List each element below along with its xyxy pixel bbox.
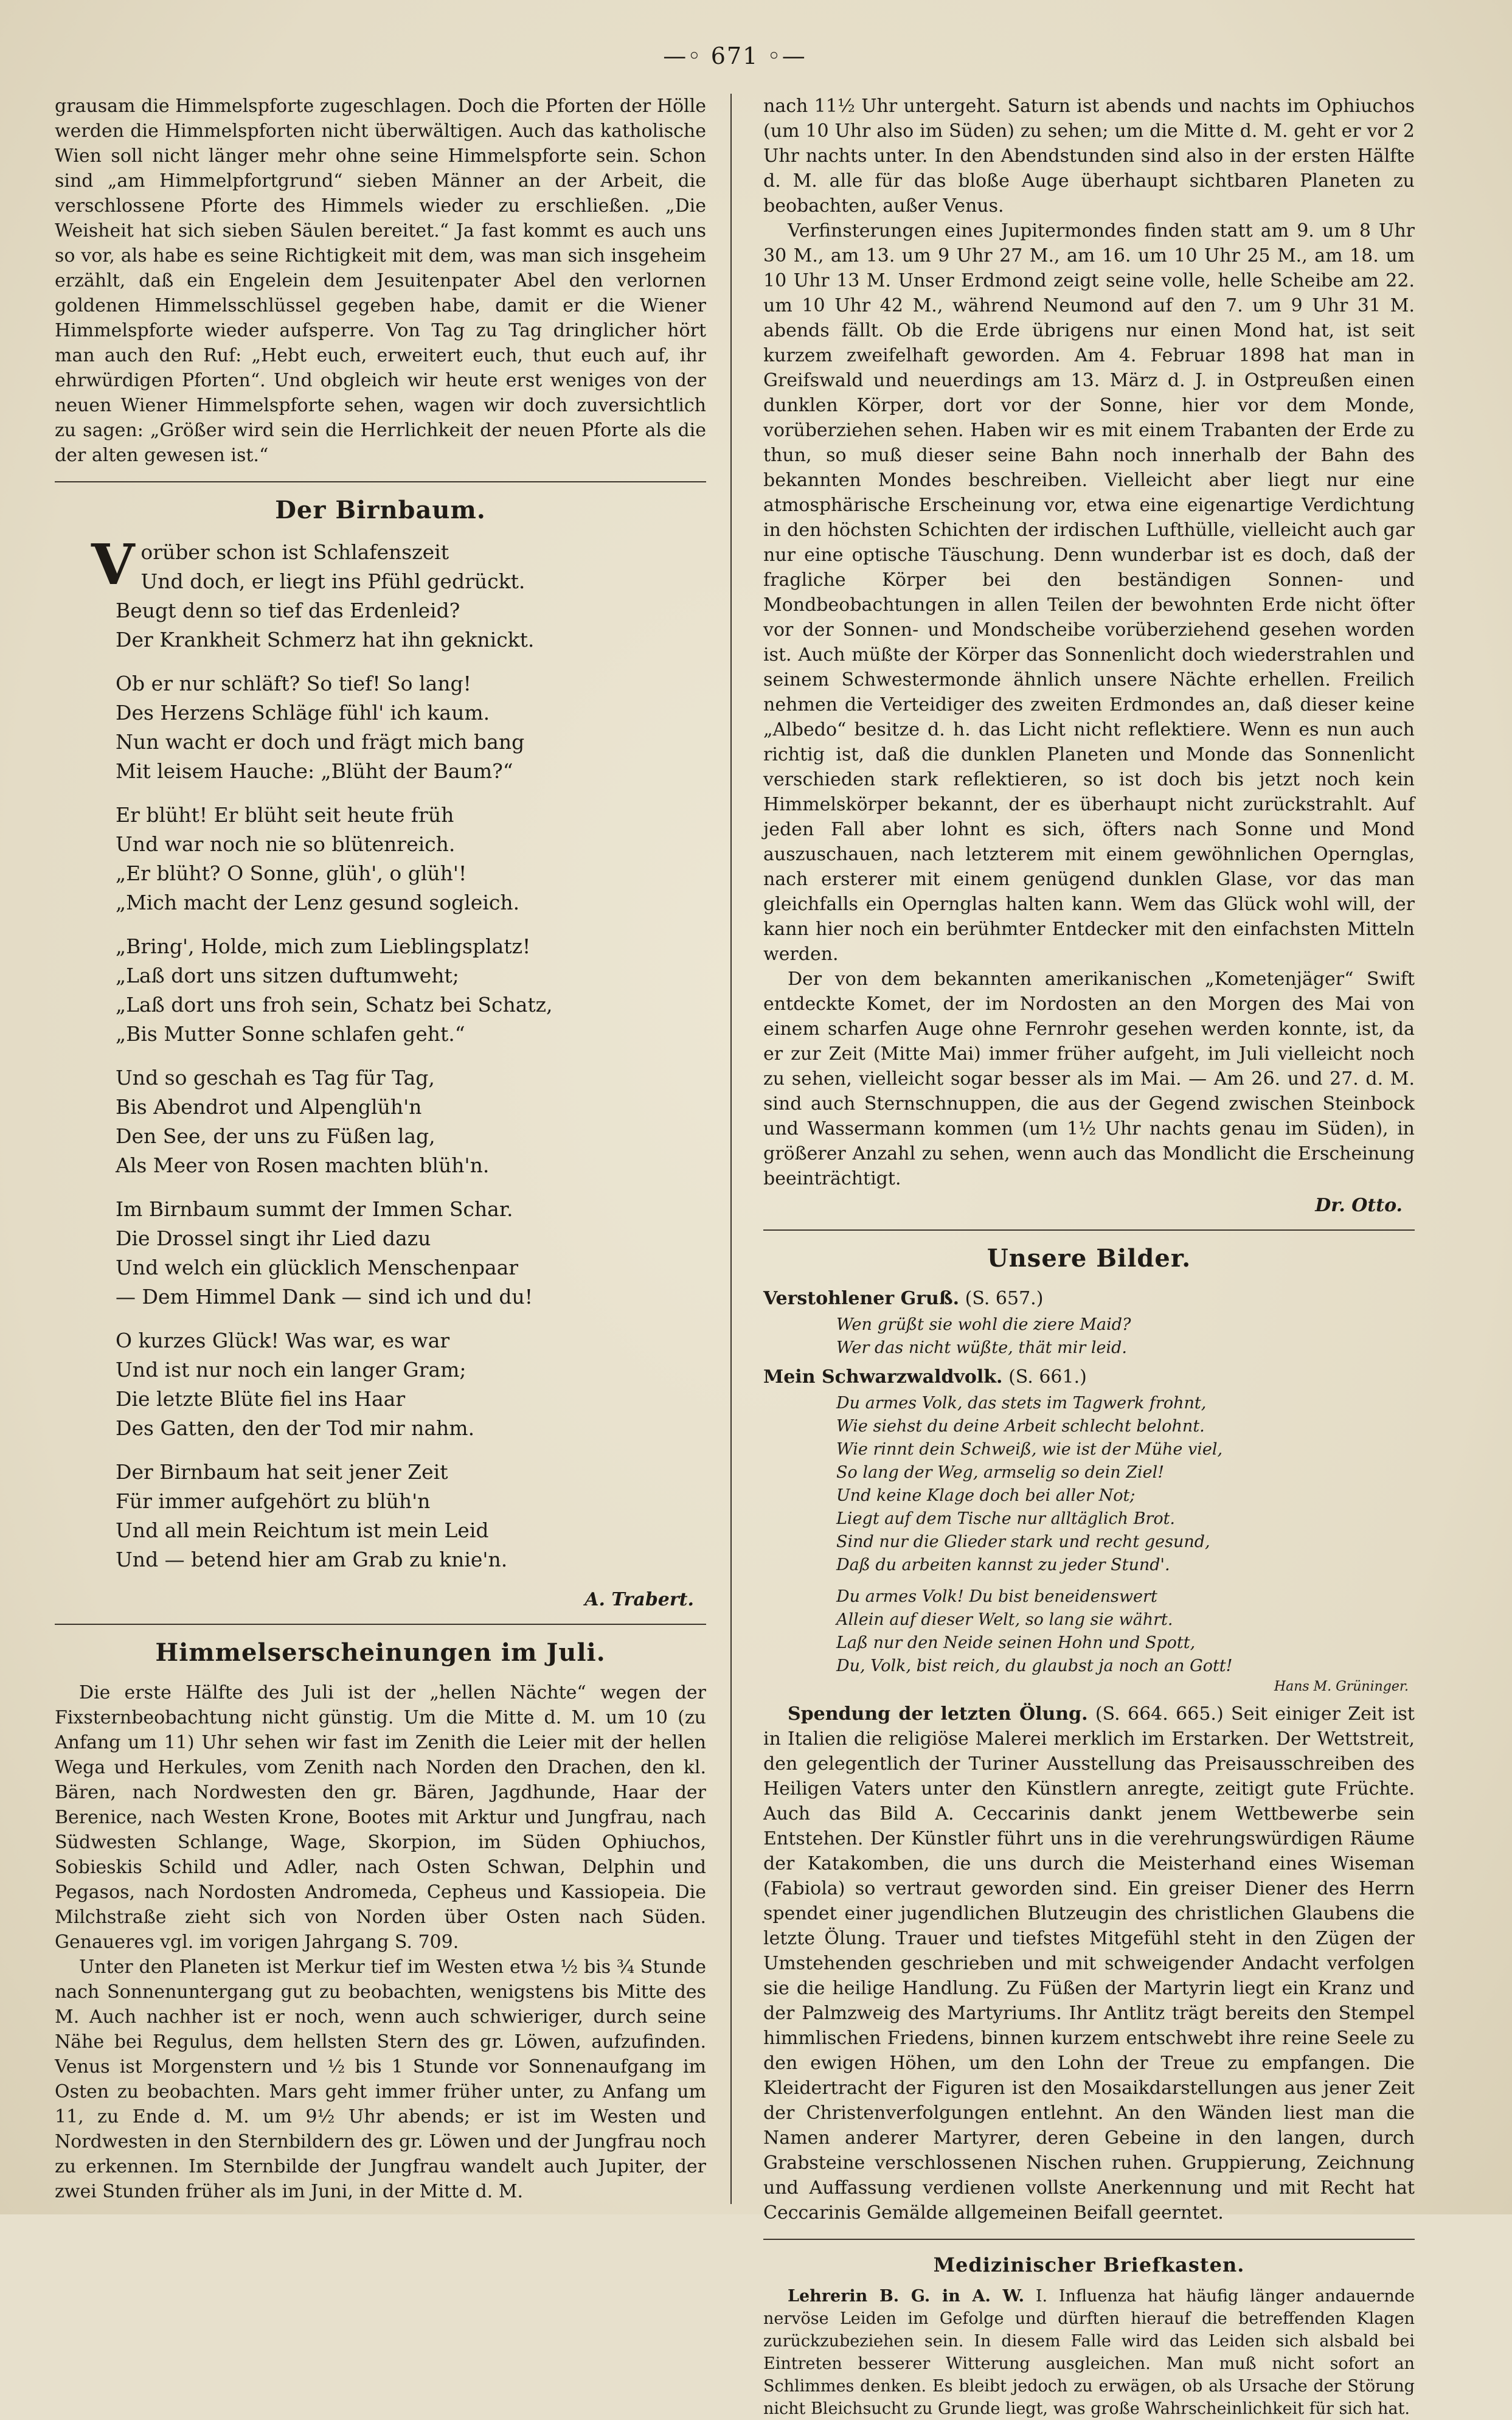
poem-stanza-4 xyxy=(116,932,706,1049)
poem-line: Beugt denn so tief das Erdenleid? xyxy=(116,599,460,622)
poem-line: Des Gatten, den der Tod mir nahm. xyxy=(116,1416,475,1440)
poem-line: Und war noch nie so blütenreich. xyxy=(116,832,456,856)
left-column xyxy=(55,94,732,2204)
page-number-text: 671 xyxy=(710,43,759,69)
poem-first-line: Vorüber schon ist Schlafenszeit xyxy=(91,532,449,597)
poem-stanza-5 xyxy=(116,1063,706,1180)
poem-line: Und — betend hier am Grab zu knie'n. xyxy=(116,1548,508,1571)
poem-line: Als Meer von Rosen machten blüh'n. xyxy=(116,1153,490,1177)
continued-paragraph-3: Der von dem bekannten amerikanischen „Kometenjäger“ Swift entdeckte Komet, der im Nordosten an den Morgen des Mai von einem scharfen Auge ohne Fernrohr gesehen werden konnte, ist, da er zur Zeit (Mitte Mai) immer früher aufgeht, im Juli vielleicht noch zu sehen, vielleicht sogar besser als im Mai. — Am 26. und 27. d. M. sind auch Sternschnuppen, die aus der Gegend zwischen Steinbock und Wassermann kommen (um 1½ Uhr nachts genau im Süden), in größerer Anzahl zu sehen, wenn auch das Mondlicht die Erscheinung beeinträchtigt. xyxy=(763,968,1415,1189)
poem-line: Den See, der uns zu Füßen lag, xyxy=(116,1124,435,1148)
poem-stanza-8 xyxy=(116,1458,706,1574)
divider xyxy=(763,2239,1415,2240)
poem-line: „Er blüht? O Sonne, glüh', o glüh'! xyxy=(116,861,467,885)
poem xyxy=(55,532,706,1574)
section-title-briefkasten: Medizinischer Briefkasten. xyxy=(933,2253,1245,2276)
poem-line: — Dem Himmel Dank — sind ich und du! xyxy=(116,1285,533,1309)
poem-line: „Mich macht der Lenz gesund sogleich. xyxy=(116,891,520,914)
poem-line: „Laß dort uns froh sein, Schatz bei Schatz, xyxy=(116,993,553,1017)
poem-stanza-7 xyxy=(116,1326,706,1443)
poem-line: „Bring', Holde, mich zum Lieblingsplatz! xyxy=(116,934,531,958)
poem-line: Und welch ein glücklich Menschenpaar xyxy=(116,1256,519,1279)
drop-cap: V xyxy=(91,532,135,597)
poem-line: „Bis Mutter Sonne schlafen geht.“ xyxy=(116,1022,465,1046)
picture-caption-1: Verstohlener Gruß. (S. 657.) xyxy=(763,1288,1044,1309)
verse-2: Du armes Volk, das stets im Tagwerk frohnt, Wie siehst du deine Arbeit schlecht belohnt. Wie rinnt dein Schweiß, wie ist der Mühe viel, So lang der Weg, armselig so dein Ziel! Und keine Klage doch bei aller Not; Liegt auf dem Tische nur alltäglich Brot. Sind nur die Glieder stark und recht gesund, Daß du arbeiten kannst zu jeder Stund'. Du armes Volk! Du bist beneidenswert Allein auf dieser Welt, so lang sie währt. Laß nur den Neide seinen Hohn und Spott, Du, Volk, bist reich, du glaubst ja noch an Gott! xyxy=(836,1394,1233,1675)
poem-line: Bis Abendrot und Alpenglüh'n xyxy=(116,1095,422,1119)
divider xyxy=(763,1229,1415,1231)
poem-line: Ob er nur schläft? So tief! So lang! xyxy=(116,672,471,695)
right-column xyxy=(763,94,1415,2420)
himmel-paragraph-2: Unter den Planeten ist Merkur tief im Westen etwa ½ bis ¾ Stunde nach Sonnenuntergang gut zu beobachten, wenigstens bis Mitte des M. Auch nachher ist er noch, wenn auch schwieriger, durch seine Nähe bei Regulus, dem hellsten Stern des gr. Löwen, aufzufinden. Venus ist Morgenstern und ½ bis 1 Stunde vor Sonnenaufgang im Osten zu beobachten. Mars geht immer früher unter, zu Anfang um 11, zu Ende d. M. um 9½ Uhr abends; er ist im Westen und Nordwesten in den Sternbildern des gr. Löwen und der Jungfrau noch zu erkennen. Im Sternbilde der Jungfrau wandelt auch Jupiter, der zwei Stunden früher als im Juni, in der Mitte d. M. xyxy=(55,1956,706,2202)
section-title-himmelserscheinungen: Himmelserscheinungen im Juli. xyxy=(155,1638,606,1667)
poem-author: A. Trabert. xyxy=(584,1589,694,1610)
poem-stanza-3 xyxy=(116,801,706,917)
poem-line: Des Herzens Schläge fühl' ich kaum. xyxy=(116,701,490,725)
divider xyxy=(55,481,706,482)
poem-stanza-2 xyxy=(116,669,706,786)
poem-line: Die Drossel singt ihr Lied dazu xyxy=(116,1226,431,1250)
verse-1: Wen grüßt sie wohl die ziere Maid? Wer das nicht wüßte, thät mir leid. xyxy=(836,1315,1131,1357)
poem-line: Und so geschah es Tag für Tag, xyxy=(116,1066,435,1090)
article-signature: Dr. Otto. xyxy=(1315,1195,1403,1216)
continued-paragraph-1: nach 11½ Uhr untergeht. Saturn ist abends und nachts im Ophiuchos (um 10 Uhr also im Süden) zu sehen; um die Mitte d. M. geht er vor 2 Uhr nachts unter. In den Abendstunden sind also in der ersten Hälfte d. M. alle für das bloße Auge überhaupt sichtbaren Planeten zu beobachten, außer Venus. xyxy=(763,96,1415,217)
continued-paragraph-2: Verfinsterungen eines Jupitermondes finden statt am 9. um 8 Uhr 30 M., am 13. um 9 Uhr 27 M., am 16. um 10 Uhr 25 M., am 18. um 10 Uhr 13 M. Unser Erdmond zeigt seine volle, helle Scheibe am 22. um 10 Uhr 42 M., während Neumond auf den 7. um 9 Uhr 31 M. abends fällt. Ob die Erde übrigens nur einen Mond hat, ist seit kurzem zweifelhaft geworden. Am 4. Februar 1898 hat man in Greifswald und neuerdings am 13. März d. J. in Ostpreußen einen dunklen Körper, dort vor der Sonne, hier vor dem Monde, vorüberziehen sehen. Haben wir es mit einem Trabanten der Erde zu thun, so muß dieser seine Bahn noch innerhalb der Bahn des bekannten Mondes beschreiben. Vielleicht aber liegt nur eine atmosphärische Erscheinung vor, etwa eine eigenartige Verdichtung in den höchsten Schichten der irdischen Lufthülle, vielleicht auch gar nur eine optische Täuschung. Denn wunderbar ist es doch, daß der fragliche Körper bei den beständigen Sonnen- und Mondbeobachtungen in allen Teilen der bewohnten Erde nicht öfter vor der Sonnen- und Mondscheibe vorüberziehend gesehen worden ist. Auch müßte der Körper das Sonnenlicht doch wiederstrahlen und seinem Schwestermonde ähnlich unsere Nächte erhellen. Freilich nehmen die Verteidiger des zweiten Erdmondes an, daß dieser keine „Albedo“ besitze d. h. das Licht nicht reflektiere. Wenn es nun auch richtig ist, daß die dunklen Planeten und Monde das Sonnenlicht verschieden stark reflektieren, so ist doch bis jetzt noch kein Himmelskörper bekannt, der es überhaupt nicht zurückstrahlt. Auf jeden Fall aber lohnt es sich, öfters nach Sonne und Mond auszuschauen, nach letzterem mit einem gewöhnlichen Opernglas, nach ersterer mit einem genügend dunklen Glase, vor das man gleichfalls ein Opernglas halten kann. Wem das Glück wohl will, der kann hier noch ein berühmter Entdecker mit den einfachsten Mitteln werden. xyxy=(763,220,1415,965)
page-number: —◦ 671 ◦— xyxy=(663,43,806,69)
poem-line: Und doch, er liegt ins Pfühl gedrückt. xyxy=(140,569,525,593)
poem-line: Der Krankheit Schmerz hat ihn geknickt. xyxy=(116,628,535,652)
poem-line: „Laß dort uns sitzen duftumweht; xyxy=(116,964,459,987)
poem-line: Und all mein Reichtum ist mein Leid xyxy=(116,1518,489,1542)
section-title-unsere-bilder: Unsere Bilder. xyxy=(987,1244,1191,1273)
verse-author: Hans M. Grüninger. xyxy=(1274,1679,1409,1694)
himmel-paragraph-1: Die erste Hälfte des Juli ist der „hellen Nächte“ wegen der Fixsternbeobachtung nicht günstig. Um die Mitte d. M. um 10 (zu Anfang um 11) Uhr sehen wir fast im Zenith die Leier mit der hellen Wega und Herkules, vom Zenith nach Norden den Drachen, den kl. Bären, nach Nordwesten den gr. Bären, Jagdhunde, Haar der Berenice, nach Westen Krone, Bootes mit Arktur und Jungfrau, nach Südwesten Schlange, Wage, Skorpion, im Süden Ophiuchos, Sobieskis Schild und Adler, nach Osten Schwan, Delphin und Pegasos, nach Nordosten Andromeda, Cepheus und Kassiopeia. Die Milchstraße zieht sich von Norden über Osten nach Süden. Genaueres vgl. im vorigen Jahrgang S. 709. xyxy=(55,1682,706,1953)
columns xyxy=(55,94,1415,2420)
poem-line: O kurzes Glück! Was war, es war xyxy=(116,1329,450,1352)
poem-line: Mit leisem Hauche: „Blüht der Baum?“ xyxy=(116,759,513,783)
picture-caption-2: Mein Schwarzwaldvolk. (S. 661.) xyxy=(763,1366,1087,1388)
divider xyxy=(55,1624,706,1625)
poem-line: Für immer aufgehört zu blüh'n xyxy=(116,1489,431,1513)
poem-line: Nun wacht er doch und frägt mich bang xyxy=(116,730,525,754)
picture-caption-3: Spendung der letzten Ölung. (S. 664. 665.) Seit einiger Zeit ist in Italien die religiöse Malerei merklich im Erstarken. Der Wettstreit, den gelegentlich der Turiner Ausstellung das Preisausschreiben des Heiligen Vaters unter den Künstlern anregte, zeitigt gute Früchte. Auch das Bild A. Ceccarinis dankt jenem Wettbewerbe sein Entstehen. Der Künstler führt uns in die verehrungswürdigen Räume der Katakomben, die uns durch die Meisterhand eines Wiseman (Fabiola) so vertraut geworden sind. Ein greiser Diener des Herrn spendet einer jugendlichen Blutzeugin des christlichen Glaubens die letzte Ölung. Trauer und tiefstes Mitgefühl steht in den Zügen der Umstehenden geschrieben und mit schweigender Andacht verfolgen sie die heilige Handlung. Zu Füßen der Martyrin liegt ein Kranz und der Palmzweig des Martyriums. Ihr Antlitz trägt bereits den Stempel himmlischen Friedens, binnen kurzem entschwebt ihre reine Seele zu den ewigen Höhen, um den Lohn der Treue zu empfangen. Die Kleidertracht der Figuren ist den Mosaikdarstellungen aus jener Zeit der Christenverfolgungen entlehnt. An den Wänden liest man die Namen anderer Martyrer, deren Gebeine in den langen, durch Grabsteine verschlossenen Nischen ruhen. Gruppierung, Zeichnung und Auffassung verdienen vollste Anerkennung und mit Recht hat Ceccarinis Gemälde allgemeinen Beifall geerntet. xyxy=(763,1703,1415,2224)
poem-line: Der Birnbaum hat seit jener Zeit xyxy=(116,1460,448,1484)
poem-title: Der Birnbaum. xyxy=(275,496,486,524)
poem-line: Die letzte Blüte fiel ins Haar xyxy=(116,1387,406,1411)
poem-stanza-1 xyxy=(91,532,706,655)
intro-paragraph: grausam die Himmelspforte zugeschlagen. Doch die Pforten der Hölle werden die Himmelspforten nicht überwältigen. Auch das katholische Wien soll nicht länger mehr ohne seine Himmelspforte sein. Schon sind „am Himmelpfortgrund“ sieben Männer an der Arbeit, die verschlossene Pforte des Himmels wieder zu erschließen. „Die Weisheit hat sich sieben Säulen bereitet.“ Ja fast kommt es auch uns so vor, als habe es seine Richtigkeit mit dem, was man sich insgeheim erzählt, daß ein Engelein dem Jesuitenpater Abel den verlornen goldenen Himmelsschlüssel gegeben habe, damit er die Wiener Himmelspforte wieder aufsperre. Von Tag zu Tag dringlicher hört man auch den Ruf: „Hebt euch, erweitert euch, thut euch auf, ihr ehrwürdigen Pforten“. Und obgleich wir heute erst weniges von der neuen Wiener Himmelspforte sehen, wagen wir doch zuversichtlich zu sagen: „Größer wird sein die Herrlichkeit der neuen Pforte als die der alten gewesen ist.“ xyxy=(55,96,706,466)
poem-line: Und ist nur noch ein langer Gram; xyxy=(116,1358,466,1382)
poem-line: Er blüht! Er blüht seit heute früh xyxy=(116,803,454,827)
poem-line: Im Birnbaum summt der Immen Schar. xyxy=(116,1197,513,1221)
briefkasten-entry: Lehrerin B. G. in A. W. I. Influenza hat häufig länger andauernde nervöse Leiden im Gefolge und dürften hierauf die betreffenden Klagen zurückzubeziehen sein. In diesem Falle wird das Leiden sich alsbald bei Eintreten besserer Witterung ausgleichen. Man muß nicht sofort an Schlimmes denken. Es bleibt jedoch zu erwägen, ob als Ursache der Störung nicht Bleichsucht zu Grunde liegt, was große Wahrscheinlichkeit für sich hat. xyxy=(763,2287,1415,2418)
poem-stanza-6 xyxy=(116,1195,706,1312)
